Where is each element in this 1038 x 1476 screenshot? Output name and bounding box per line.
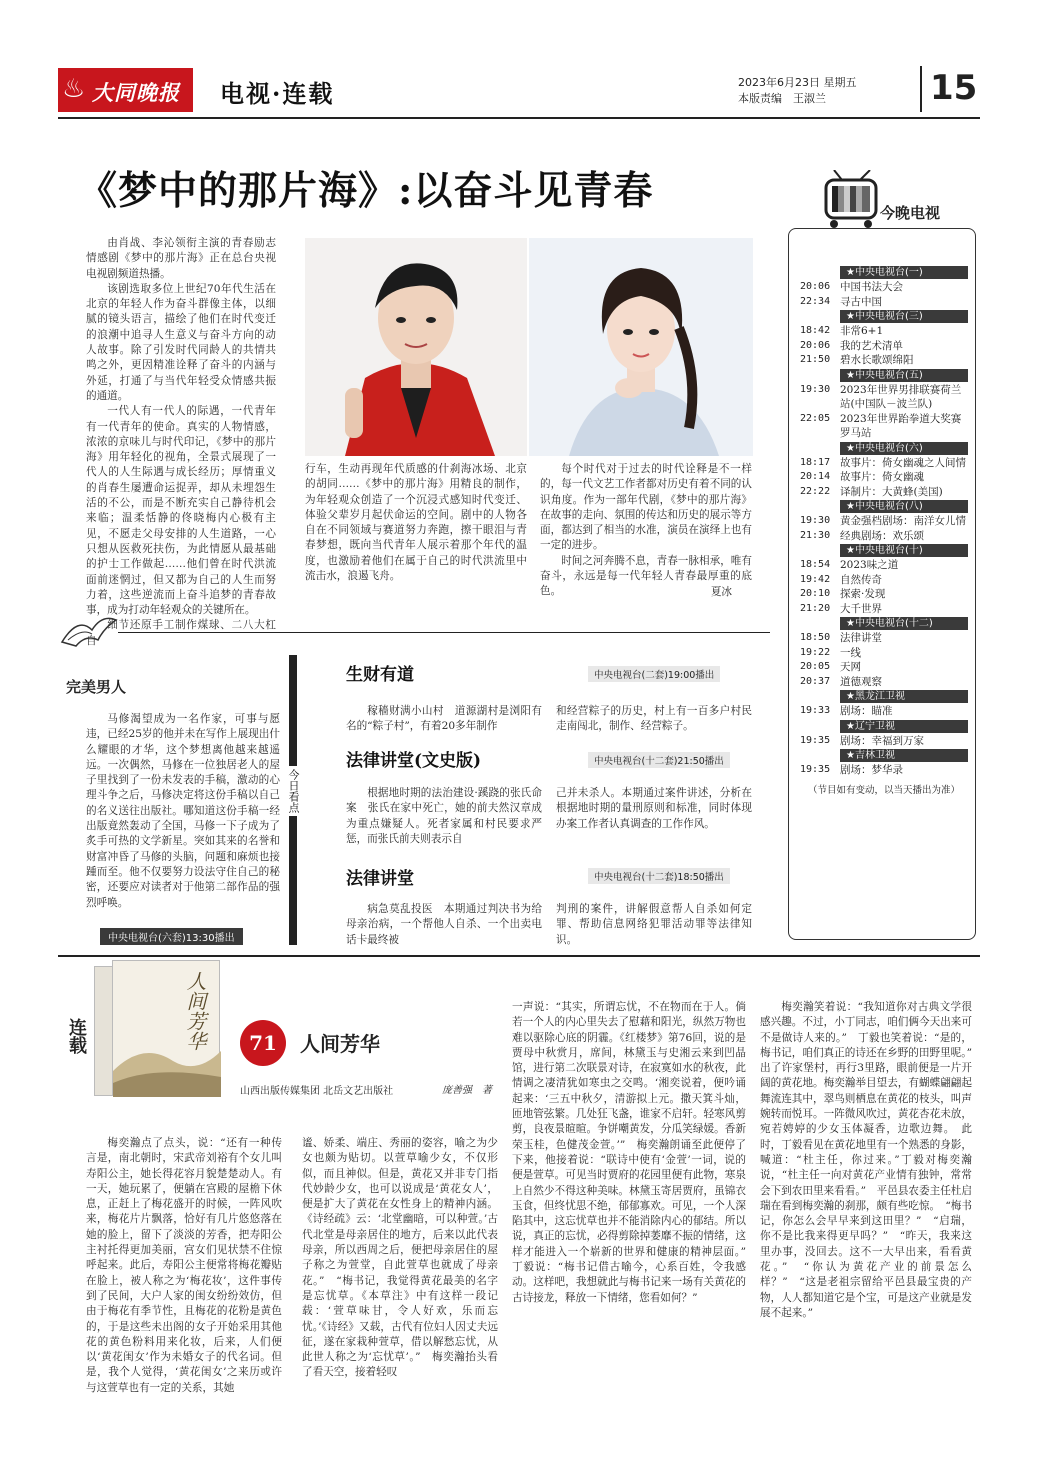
channel-header: ★中央电视台(五) [840, 369, 968, 382]
schedule-row: 20:06 我的艺术清单 [800, 339, 903, 352]
lead-article-col2 [305, 462, 527, 584]
schedule-row: 21:50 碧水长歌颂绵阳 [800, 354, 914, 366]
lead-col2-text: 行车，生动再现年代质感的什刹海冰场、北京的胡同……《梦中的那片海》用精良的制作，为年轻观众创造了一个沉浸式感知时代变迁、体验父辈岁月起伏命运的空间。剧中的人物各自在不同领域与赛道努力奔跑，擦干眼泪与青春梦想，既向当代青年人展示着那个年代的温度，也激励着他们在属于自己的时代洪流里中流击水，浪遏飞舟。 [305, 463, 527, 583]
schedule-row: 22:05 2023年世界跆拳道大奖赛罗马站 [800, 412, 962, 439]
program-air: 中央电视台(十二套)21:50播出 [588, 752, 730, 768]
logo-text: 大同晚报 [92, 80, 180, 105]
lead-para-4: 细节还原手工制作煤球、二八大杠自 [86, 619, 276, 647]
serial-col1-text: 梅奕瀚点了点头，说：“还有一种传言是，南北朝时，宋武帝刘裕有个女儿叫寿阳公主，她长得花容月貌楚楚动人。有一天，她玩累了，便躺在宫殿的屋檐下休息，正赶上了梅花盛开的时候，一阵风吹来，梅花片片飘落，恰好有几片悠悠落在她的脸上，留下了淡淡的芳香，把寿阳公主衬托得更加美丽，宫女们见状禁不住惊呼起来。此后，寿阳公主便常将梅花瓣贴在脸上，被人称之为‘梅花妆’，这件事传到了民间，大户人家的闺女纷纷效仿，但由于梅花有季节性，且梅花的花粉是黄色的，于是这些未出阁的女子开始采用其他花的黄色粉料用来化妆，后来，人们便以‘黄花闺女’作为未婚女子的代名词。但是，我个人觉得，‘黄花闺女’之来历或许与这萱草也有一定的关系，其她 [86, 1137, 282, 1394]
program-title: 法律讲堂(文史版) [346, 751, 482, 771]
program-desc-col2: 和经营粽子的历史，村上有一百多户村民走南闯北，制作、经营粽子。 [556, 705, 752, 733]
photo-actor-male [305, 238, 527, 456]
tv-block [800, 310, 968, 368]
schedule-row: 22:34 寻古中国 [800, 295, 882, 308]
tv-block [800, 544, 968, 616]
program-air: 中央电视台(二套)19:00播出 [588, 666, 720, 682]
schedule-row: 18:17 故事片：倚女幽魂之人间情 [800, 456, 966, 469]
page-editor: 本版责编 王淑兰 [738, 92, 826, 105]
serial-col3-text: 一声说：“其实，所谓忘忧，不在物而在于人。倘若一个人的内心里失去了慰藉和阳光，纵然万物也难以驱除心底的阴霾。《红楼梦》第76回，说的是贾母中秋赏月，席间，林黛玉与史湘云来到凹晶馆，进行第二次联景对诗，在寂寞如水的秋夜，此情调之凄清犹如寒虫之交鸣。‘湘奕说着，便吟诵起来：‘三五中秋夕，清游拟上元。撒天箕斗灿，匝地管弦繁。几处狂飞盏，谁家不启轩。轻寒风剪剪，良夜景暄暄。争饼嘲黄发，分瓜笑绿媛。香新荣玉桂，色健茂金萱。’” 梅奕瀚朗诵至此便停了下来，他接着说：“联诗中使有‘金萱’一词，说的便是萱草。可见当时贾府的花园里便有此物，寒泉上自然少不得这种美味。林黛玉寄居贾府，虽锦衣玉食，但终忧思不绝，郁郁寡欢。可见，一个人深陷其中，这忘忧草也并不能消除内心的郁结。所以说，真正的忘忧，必得剪除掉萎靡不振的情绪，这样才能进入一个崭新的世界和健康的精神层面。” 丁毅说：“梅书记借古喻今，心系百姓，令我感动。这样吧，我想就此与梅书记来一场有关黄花的古诗接龙，释放一下情绪，您看如何？” [512, 1001, 757, 1304]
photo-actress-female [529, 238, 753, 456]
program-desc-col2: 己并未杀人。本期通过案件讲述，分析在根据地时期的量刑原则和标准，同时体现办案工作者认真调查的工作作风。 [556, 787, 752, 830]
tv-box-title: 今晚电视 [880, 204, 941, 222]
tv-block [800, 690, 968, 719]
lead-para-1: 由肖战、李沁领衔主演的青春励志情感剧《梦中的那片海》正在总台央视电视剧频道热播。 [86, 237, 276, 280]
lead-para-3: 一代人有一代人的际遇，一代青年有一代青年的使命。真实的人物情感，浓浓的京味儿与时代印记，《梦中的那片海》用年轻化的视角，全景式展现了一代人的人生际遇与成长经历；厚情重义的肖春生屡遭命运捉弄，却从未埋怨生活的不公，而是不断充实自己静待机会来临；温柔恬静的佟晓梅内心极有主见，不愿走父母安排的人生道路，一心只想从医救死扶伤，为此情愿从最基础的护士工作做起……他们曾在时代洪流面前迷惘过，但又都为自己的人生而努力着，这些逆流而上奋斗追梦的青春故事，成为打动年轻观众的关键所在。 [86, 405, 276, 617]
perfect-man-text: 马修渴望成为一名作家，可事与愿违，已经25岁的他并未在写作上展现出什么耀眼的才华，这个梦想离他越来越遥远。一次偶然，马修在一位独居老人的屋子里找到了一份未发表的手稿，激动的心理斗争之后，马修决定将这份手稿以自己的名义送往出版社。哪知道这份手稿一经出版竟然轰动了全国，马修一下子成为了炙手可热的文学新星。突如其来的名誉和财富冲昏了马修的头脑，问题和麻烦也接踵而至。他不仅要努力设法守住自己的秘密，还要应对读者对于他第二部作品的强烈呼唤。 [86, 713, 280, 909]
channel-header: ★中央电视台(八) [840, 500, 968, 513]
schedule-row: 18:42 非常6+1 [800, 325, 884, 337]
tv-block [800, 369, 968, 441]
serial-col1 [86, 1136, 282, 1396]
schedule-row: 19:35 剧场：梦华录 [800, 764, 903, 776]
tv-block [800, 442, 968, 500]
lead-author: 夏冰 [710, 585, 732, 598]
section-rule [118, 632, 770, 633]
issue-date: 2023年6月23日 星期五 [738, 76, 857, 89]
perfect-man-body [86, 712, 280, 911]
book-cover [94, 960, 224, 1100]
serial-col2-text: 谧、娇柔、端庄、秀丽的姿容，喻之为少女也颇为贴切。以萱草喻少女，不仅形似，而且神似。但是，黄花又并非专门指代妙龄少女，也可以说成是‘黄花女人’，便是扩大了黄花在女性身上的精神内涵。《诗经疏》云：‘北堂幽暗，可以种萱。’古代北堂是母亲居住的地方，后来以此代表母亲，所以西周之后，便把母亲居住的屋子称之为萱堂，自此萱草也就成了母亲花。” “梅书记，我觉得黄花最美的名字是忘忧草。《本草注》中有这样一段记载：‘萱草味甘，令人好欢，乐而忘忧。’《诗经》又载，古代有位妇人因丈夫远征，遂在家栽种萱草，借以解愁忘忧，从此世人称之为‘忘忧草’。” 梅奕瀚抬头看了看天空，接着轻叹 [302, 1137, 498, 1379]
program-desc-col1: 稼穑财满小山村 道源湖村是浏阳有名的“粽子村”，有着20多年制作 [346, 705, 542, 733]
schedule-row: 20:10 探索·发现 [800, 588, 886, 600]
tv-block [800, 749, 968, 778]
program-desc-col1: 病急莫乱投医 本期通过判决书为给母亲治病，一个帮他人自杀、一个出卖电话卡最终被 [346, 903, 542, 946]
section-title: 电视·连载 [220, 79, 335, 108]
perfect-man-air: 中央电视台(六套)13:30播出 [100, 928, 243, 945]
schedule-row: 19:42 自然传奇 [800, 573, 882, 586]
serial-col4 [760, 1000, 983, 1321]
channel-header: ★中央电视台(三) [840, 310, 968, 323]
page-divider [920, 66, 922, 112]
channel-header: ★中央电视台(十二) [840, 617, 968, 630]
newspaper-logo [58, 68, 193, 112]
serial-title: 人间芳华 [300, 1032, 380, 1056]
logo-flame-icon: ♨ [62, 74, 86, 104]
lead-para-2: 该剧选取多位上世纪70年代生活在北京的年轻人作为奋斗群像主体，以细腻的镜头语言，描绘了他们在时代变迁的浪潮中追寻人生意义与奋斗方向的动人故事。除了引发时代同龄人的共情共鸣之外，更因精准诠释了奋斗的内涵与外延，打通了与当代年轻受众情感共振的通道。 [86, 282, 276, 402]
schedule-row: 20:14 故事片：倚女幽魂 [800, 471, 924, 483]
tv-block [800, 720, 968, 749]
schedule-row: 19:22 一线 [800, 646, 861, 659]
schedule-row: 19:30 黄金强档剧场：南洋女儿情 [800, 515, 966, 527]
book-title: 人间芳华 [183, 971, 207, 1051]
tv-schedule-list [800, 265, 968, 796]
tv-block [800, 500, 968, 543]
schedule-row: 18:50 法律讲堂 [800, 632, 882, 644]
schedule-row: 21:20 大千世界 [800, 602, 882, 615]
channel-header: ★黑龙江卫视 [840, 690, 968, 703]
program-desc-col1: 根据地时期的法治建设·蹊跷的张氏命案 张氏在家中死亡，她的前夫然汉章成为重点嫌疑人。死者家属和村民要求严惩，而张氏前夫则表示自 [346, 787, 542, 845]
book-front [112, 960, 220, 1096]
schedule-row: 20:37 道德观察 [800, 675, 882, 688]
channel-header: ★中央电视台(十) [840, 544, 968, 557]
program-air: 中央电视台(十二套)18:50播出 [588, 868, 730, 884]
program-title: 法律讲堂 [346, 869, 414, 889]
tv-block [800, 617, 968, 689]
chapter-number: 71 [240, 1020, 286, 1066]
serial-author: 庞善强 著 [442, 1085, 492, 1096]
schedule-row: 19:30 2023年世界男排联赛荷兰站(中国队－波兰队) [800, 383, 962, 410]
serial-col2 [302, 1136, 498, 1381]
schedule-row: 18:54 2023味之道 [800, 559, 899, 571]
channel-header: ★中央电视台(一) [840, 266, 968, 279]
channel-header: ★辽宁卫视 [840, 720, 968, 733]
lead-col3-para-2: 时间之河奔腾不息，青春一脉相承，唯有奋斗，永远是每一代年轻人青春最厚重的底色。 [540, 554, 752, 598]
tv-block [800, 266, 968, 309]
channel-header: ★吉林卫视 [840, 749, 968, 762]
schedule-row: 20:05 天网 [800, 661, 861, 673]
headline: 《梦中的那片海》:以奋斗见青春 [78, 168, 654, 214]
serial-publisher: 山西出版传媒集团 北岳文艺出版社 [240, 1086, 394, 1097]
tv-box-footer: （节目如有变动，以当天播出为准） [807, 784, 960, 796]
perfect-man-title: 完美男人 [66, 678, 127, 696]
serial-col3 [512, 1000, 757, 1306]
lead-article-col3 [540, 462, 752, 600]
lead-article-col1 [86, 236, 276, 649]
schedule-row: 21:30 经典剧场：欢乐颂 [800, 529, 924, 542]
schedule-row: 19:33 剧场：瞄准 [800, 705, 893, 717]
page-number: 15 [930, 68, 978, 108]
today-label: 今日看点 [286, 766, 300, 816]
masthead [58, 66, 978, 116]
bird-ornament-icon [58, 612, 118, 652]
program-desc-col2: 判刑的案件，讲解假意帮人自杀如何定罪、帮助信息网络犯罪活动罪等法律知识。 [556, 903, 752, 946]
serial-col4-text: 梅奕瀚笑着说：“我知道你对古典文学很感兴趣。不过，小丁同志，咱们俩今天出来可不是做诗人来的。” 丁毅也笑着说：“是的，梅书记，咱们真正的诗还在乡野的田野里呢。” 出了许家堡村，再行3里路，眼前便是一片开阔的黄花地。梅奕瀚举目望去，有蝴蝶翩翩起舞流连其中，翠鸟则栖息在黄花的枝头，叫声婉转而悦耳。一阵微风吹过，黄花杏花未放，宛若娉婷的少女玉体凝香，边歌边舞。 此时，丁毅看见在黄花地里有一个熟悉的身影，喊道：“杜主任，你过来。”丁毅对梅奕瀚说，“杜主任一向对黄花产业情有独钟，常常会下到农田里来看看。” 平邑县农委主任杜启瑞在看到梅奕瀚的刹那，颇有些吃惊。 “梅书记，你怎么会早早来到这田里？” “启瑞，你不是比我来得更早吗？” “昨天，我来这里办事，没回去。这不一大早出来，看看黄花。” “你认为黄花产业的前景怎么样？” “这是老祖宗留给平邑县最宝贵的产物，人人都知道它是个宝，可是这产业就是发展不起来。” [760, 1001, 983, 1319]
channel-header: ★中央电视台(六) [840, 442, 968, 455]
serial-label: 连载 [66, 1018, 87, 1054]
masthead-rule [58, 117, 980, 119]
serial-top-rule [58, 955, 980, 957]
schedule-row: 20:06 中国书法大会 [800, 281, 903, 293]
schedule-row: 22:22 译制片：大黄蜂(美国) [800, 485, 943, 498]
schedule-row: 19:35 剧场：幸福到万家 [800, 734, 924, 747]
program-title: 生财有道 [346, 665, 414, 685]
lead-col3-para-1: 每个时代对于过去的时代诠释是不一样的，每一代文艺工作者都对历史有着不同的认识角度。作为一部年代剧，《梦中的那片海》在故事的走向、氛围的传达和历史的展示等方面，都达到了相当的水准，演员在演绎上也有一定的进步。 [540, 463, 752, 552]
